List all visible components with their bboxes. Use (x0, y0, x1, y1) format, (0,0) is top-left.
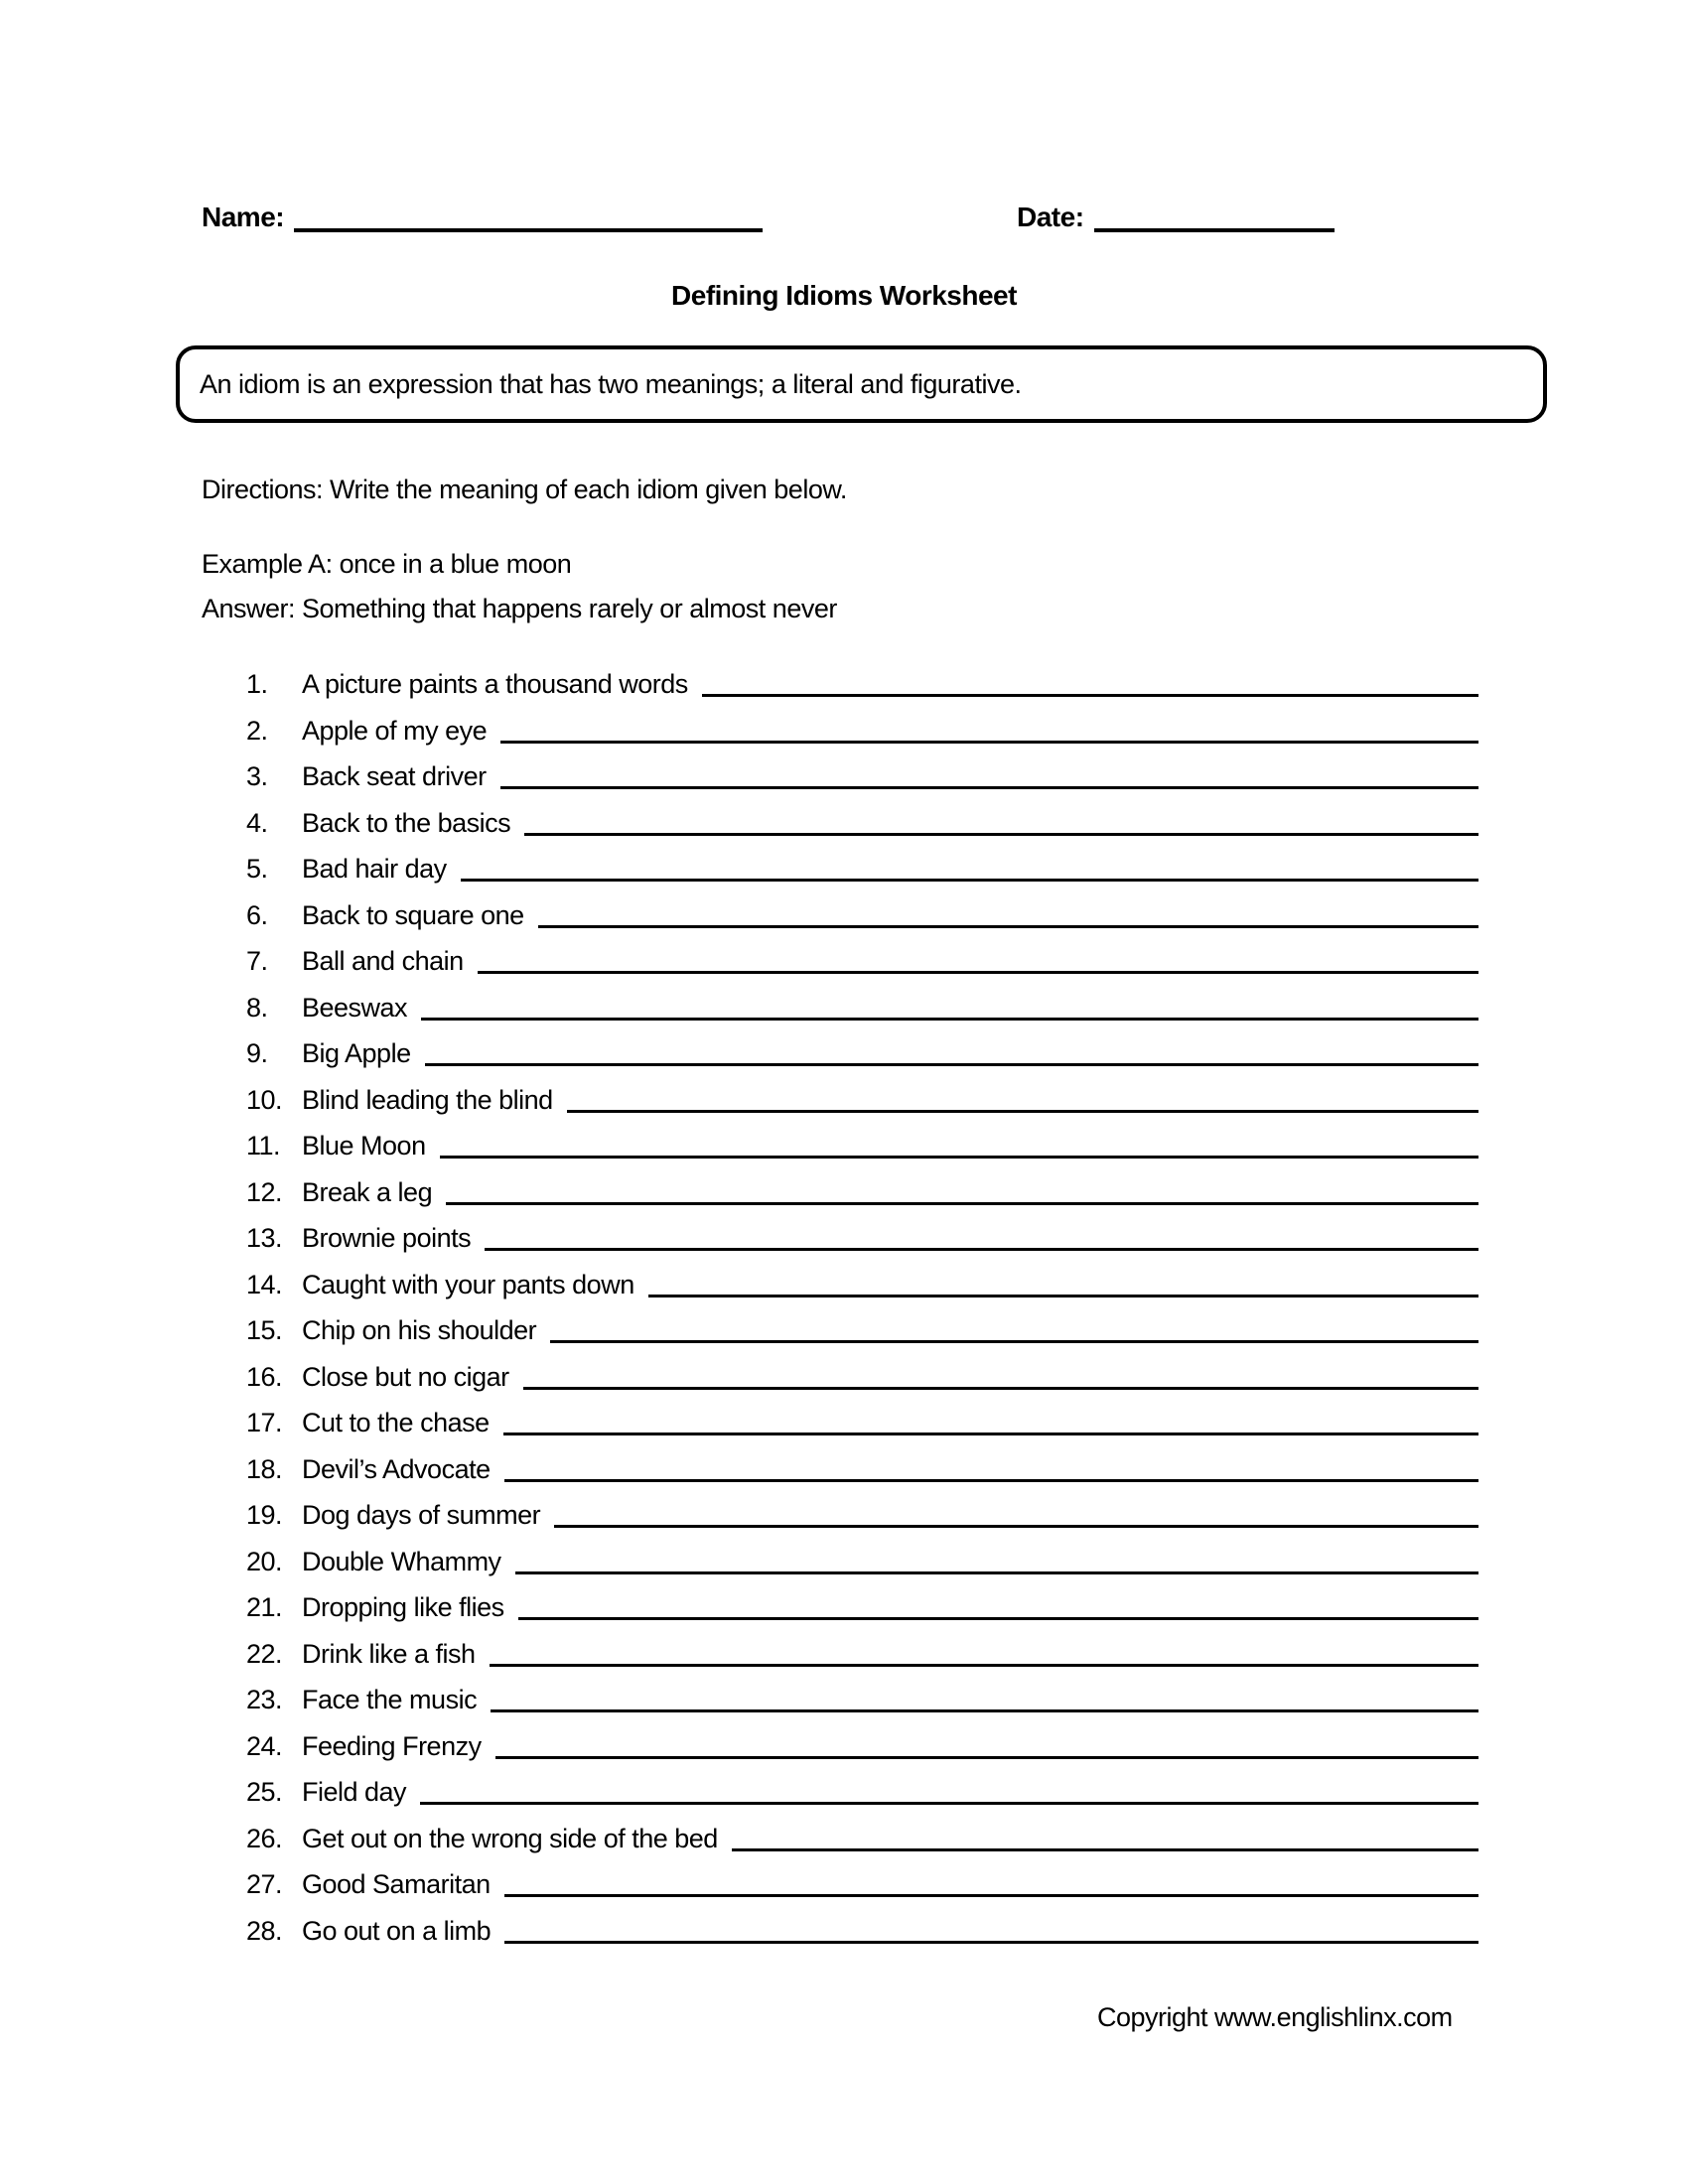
answer-blank-line (446, 1202, 1478, 1205)
definition-text: An idiom is an expression that has two meanings; a literal and figurative. (200, 368, 1022, 399)
idiom-row (0, 661, 1478, 708)
idiom-number: 8. (246, 992, 268, 1023)
idiom-number: 19. (246, 1500, 283, 1530)
idiom-number: 27. (246, 1869, 283, 1899)
idiom-row (0, 1262, 1478, 1308)
name-blank-line (294, 228, 763, 232)
answer-blank-line (515, 1571, 1478, 1574)
answer-blank-line (648, 1295, 1478, 1297)
answer-blank-line (490, 1664, 1478, 1667)
idiom-text: Big Apple (302, 1038, 411, 1068)
idiom-number: 28. (246, 1915, 283, 1946)
date-label: Date: (1017, 202, 1084, 232)
idiom-row (0, 1446, 1478, 1493)
definition-box (176, 345, 1547, 423)
answer-blank-line (485, 1248, 1478, 1251)
idiom-text: Cut to the chase (302, 1408, 490, 1437)
idiom-number: 12. (246, 1176, 283, 1207)
idiom-row (0, 938, 1478, 985)
idiom-row (0, 985, 1478, 1031)
idiom-row (0, 1077, 1478, 1124)
idiom-text: Bad hair day (302, 854, 447, 884)
answer-blank-line (440, 1156, 1478, 1159)
idiom-text: Good Samaritan (302, 1869, 491, 1899)
date-blank-line (1094, 228, 1335, 232)
directions-text: Directions: Write the meaning of each idiom given below. (202, 475, 847, 504)
name-label: Name: (202, 202, 285, 232)
idiom-row (0, 753, 1478, 800)
idiom-text: Back to the basics (302, 807, 511, 838)
idiom-row (0, 1631, 1478, 1678)
idiom-number: 5. (246, 854, 268, 884)
idiom-row (0, 1816, 1478, 1862)
idiom-text: Devil’s Advocate (302, 1453, 491, 1484)
idiom-text: Close but no cigar (302, 1361, 509, 1392)
idiom-number: 13. (246, 1223, 283, 1253)
idiom-text: Face the music (302, 1685, 478, 1714)
idiom-row (0, 1861, 1478, 1908)
idiom-text: Go out on a limb (302, 1915, 492, 1946)
answer-blank-line (461, 879, 1478, 882)
idiom-row (0, 800, 1478, 847)
answer-blank-line (421, 1018, 1478, 1021)
answer-blank-line (500, 741, 1478, 744)
answer-blank-line (495, 1756, 1478, 1759)
answer-blank-line (478, 971, 1478, 974)
answer-blank-line (538, 925, 1478, 928)
idiom-row (0, 1030, 1478, 1077)
idiom-row (0, 1307, 1478, 1354)
idiom-number: 11. (246, 1131, 281, 1160)
idiom-row (0, 708, 1478, 754)
idiom-text: Ball and chain (302, 946, 464, 976)
idiom-text: Apple of my eye (302, 715, 488, 746)
date-field-row (1017, 200, 1335, 235)
idiom-text: Break a leg (302, 1176, 433, 1207)
idiom-text: Blind leading the blind (302, 1084, 553, 1115)
idiom-number: 4. (246, 807, 268, 838)
idiom-number: 10. (246, 1084, 283, 1115)
idiom-text: Dropping like flies (302, 1592, 504, 1622)
idiom-text: A picture paints a thousand words (302, 669, 688, 699)
idiom-text: Back to square one (302, 899, 524, 930)
idiom-number: 15. (246, 1315, 283, 1345)
idiom-number: 20. (246, 1546, 283, 1576)
answer-blank-line (554, 1525, 1478, 1528)
idiom-text: Double Whammy (302, 1546, 501, 1576)
idiom-row (0, 1908, 1478, 1955)
answer-blank-line (702, 694, 1478, 697)
idiom-list (0, 661, 1478, 1954)
example-prompt: Example A: once in a blue moon (202, 549, 572, 579)
answer-blank-line (491, 1709, 1478, 1712)
idiom-row (0, 1677, 1478, 1723)
idiom-text: Get out on the wrong side of the bed (302, 1823, 718, 1853)
idiom-text: Brownie points (302, 1223, 472, 1253)
example-answer: Answer: Something that happens rarely or almost never (202, 594, 837, 623)
idiom-number: 7. (246, 946, 268, 976)
idiom-text: Blue Moon (302, 1131, 426, 1160)
idiom-number: 2. (246, 715, 268, 746)
idiom-row (0, 1723, 1478, 1770)
idiom-number: 16. (246, 1361, 283, 1392)
idiom-text: Dog days of summer (302, 1500, 541, 1530)
example-block (202, 542, 837, 631)
idiom-row (0, 1169, 1478, 1216)
answer-blank-line (550, 1340, 1478, 1343)
idiom-number: 14. (246, 1269, 283, 1299)
answer-blank-line (523, 1387, 1478, 1390)
idiom-number: 9. (246, 1038, 268, 1068)
answer-blank-line (524, 833, 1478, 836)
idiom-number: 3. (246, 761, 268, 791)
idiom-number: 22. (246, 1638, 283, 1669)
idiom-text: Drink like a fish (302, 1638, 476, 1669)
answer-blank-line (503, 1433, 1478, 1435)
answer-blank-line (732, 1848, 1478, 1851)
idiom-row (0, 1769, 1478, 1816)
idiom-text: Caught with your pants down (302, 1269, 634, 1299)
idiom-row (0, 1492, 1478, 1539)
idiom-number: 21. (246, 1592, 283, 1622)
answer-blank-line (518, 1617, 1478, 1620)
answer-blank-line (504, 1894, 1478, 1897)
idiom-row (0, 892, 1478, 939)
idiom-text: Field day (302, 1777, 407, 1807)
answer-blank-line (500, 786, 1478, 789)
answer-blank-line (567, 1110, 1478, 1113)
answer-blank-line (425, 1063, 1478, 1066)
idiom-row (0, 846, 1478, 892)
page-title: Defining Idioms Worksheet (671, 280, 1017, 311)
idiom-row (0, 1400, 1478, 1446)
answer-blank-line (504, 1479, 1478, 1482)
idiom-number: 6. (246, 899, 268, 930)
idiom-number: 17. (246, 1408, 283, 1437)
answer-blank-line (504, 1941, 1478, 1944)
name-field-row (202, 200, 763, 235)
idiom-text: Back seat driver (302, 761, 487, 791)
idiom-number: 18. (246, 1453, 283, 1484)
idiom-text: Chip on his shoulder (302, 1315, 537, 1345)
idiom-number: 1. (246, 669, 268, 699)
idiom-number: 25. (246, 1777, 283, 1807)
idiom-number: 23. (246, 1685, 283, 1714)
answer-blank-line (420, 1802, 1478, 1805)
idiom-row (0, 1584, 1478, 1631)
idiom-number: 26. (246, 1823, 283, 1853)
idiom-row (0, 1123, 1478, 1169)
idiom-text: Beeswax (302, 992, 408, 1023)
copyright-text: Copyright www.englishlinx.com (1097, 2002, 1453, 2032)
idiom-row (0, 1539, 1478, 1585)
idiom-number: 24. (246, 1730, 283, 1761)
idiom-row (0, 1215, 1478, 1262)
idiom-row (0, 1354, 1478, 1401)
idiom-text: Feeding Frenzy (302, 1730, 482, 1761)
